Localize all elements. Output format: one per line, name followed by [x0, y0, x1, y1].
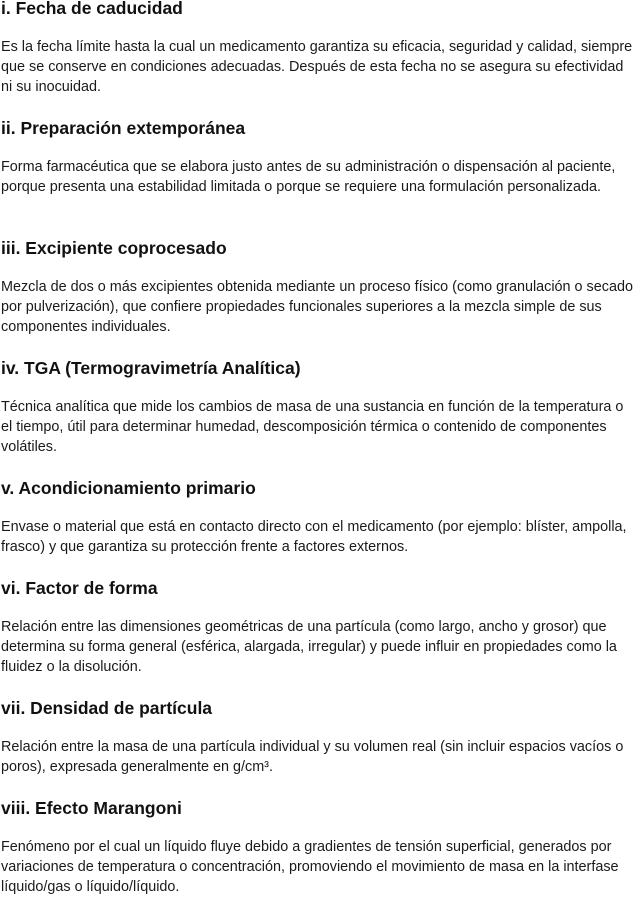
- section-body: Relación entre las dimensiones geométricas de una partícula (como largo, ancho y grosor) que determina su forma general (esférica, alargada, irregular) y puede influir en propiedades como la fluidez o la disolución.: [1, 619, 617, 675]
- section-body: Es la fecha límite hasta la cual un medicamento garantiza su eficacia, seguridad y calidad, siempre que se conserve en condiciones adecuadas. Después de esta fecha no se asegura su efectividad ni su inocuidad.: [1, 39, 633, 95]
- definition-section: [1, 477, 635, 557]
- definition-section: [1, 577, 635, 677]
- definition-section: [1, 117, 635, 197]
- section-body: Relación entre la masa de una partícula individual y su volumen real (sin incluir espacios vacíos o poros), expresada generalmente en g/cm³.: [1, 739, 624, 775]
- section-body: Envase o material que está en contacto directo con el medicamento (por ejemplo: blíster, ampolla, frasco) y que garantiza su protección frente a factores externos.: [1, 519, 627, 555]
- section-heading: vi. Factor de forma: [1, 578, 158, 598]
- section-body: Forma farmacéutica que se elabora justo antes de su administración o dispensación al paciente, porque presenta una estabilidad limitada o porque se requiere una formulación personalizada.: [1, 159, 616, 195]
- definition-section: [1, 357, 635, 457]
- section-heading: ii. Preparación extemporánea: [1, 118, 246, 138]
- definition-section: [1, 237, 635, 337]
- definition-section: [1, 0, 635, 97]
- section-heading: iii. Excipiente coprocesado: [1, 238, 227, 258]
- section-body: Mezcla de dos o más excipientes obtenida mediante un proceso físico (como granulación o secado por pulverización), que confiere propiedades funcionales superiores a la mezcla simple de sus componentes individuales.: [1, 279, 633, 335]
- section-heading: viii. Efecto Marangoni: [1, 798, 182, 818]
- section-body: Fenómeno por el cual un líquido fluye debido a gradientes de tensión superficial, generados por variaciones de temperatura o concentración, promoviendo el movimiento de masa en la interfase líquido/gas o líquido/líquido.: [1, 839, 619, 895]
- section-body: Técnica analítica que mide los cambios de masa de una sustancia en función de la temperatura o el tiempo, útil para determinar humedad, descomposición térmica o contenido de componentes volátiles.: [1, 399, 624, 455]
- section-heading: iv. TGA (Termogravimetría Analítica): [1, 358, 301, 378]
- definition-section: [1, 797, 635, 897]
- section-heading: vii. Densidad de partícula: [1, 698, 213, 718]
- section-heading: i. Fecha de caducidad: [1, 0, 183, 18]
- section-heading: v. Acondicionamiento primario: [1, 478, 256, 498]
- definition-section: [1, 697, 635, 777]
